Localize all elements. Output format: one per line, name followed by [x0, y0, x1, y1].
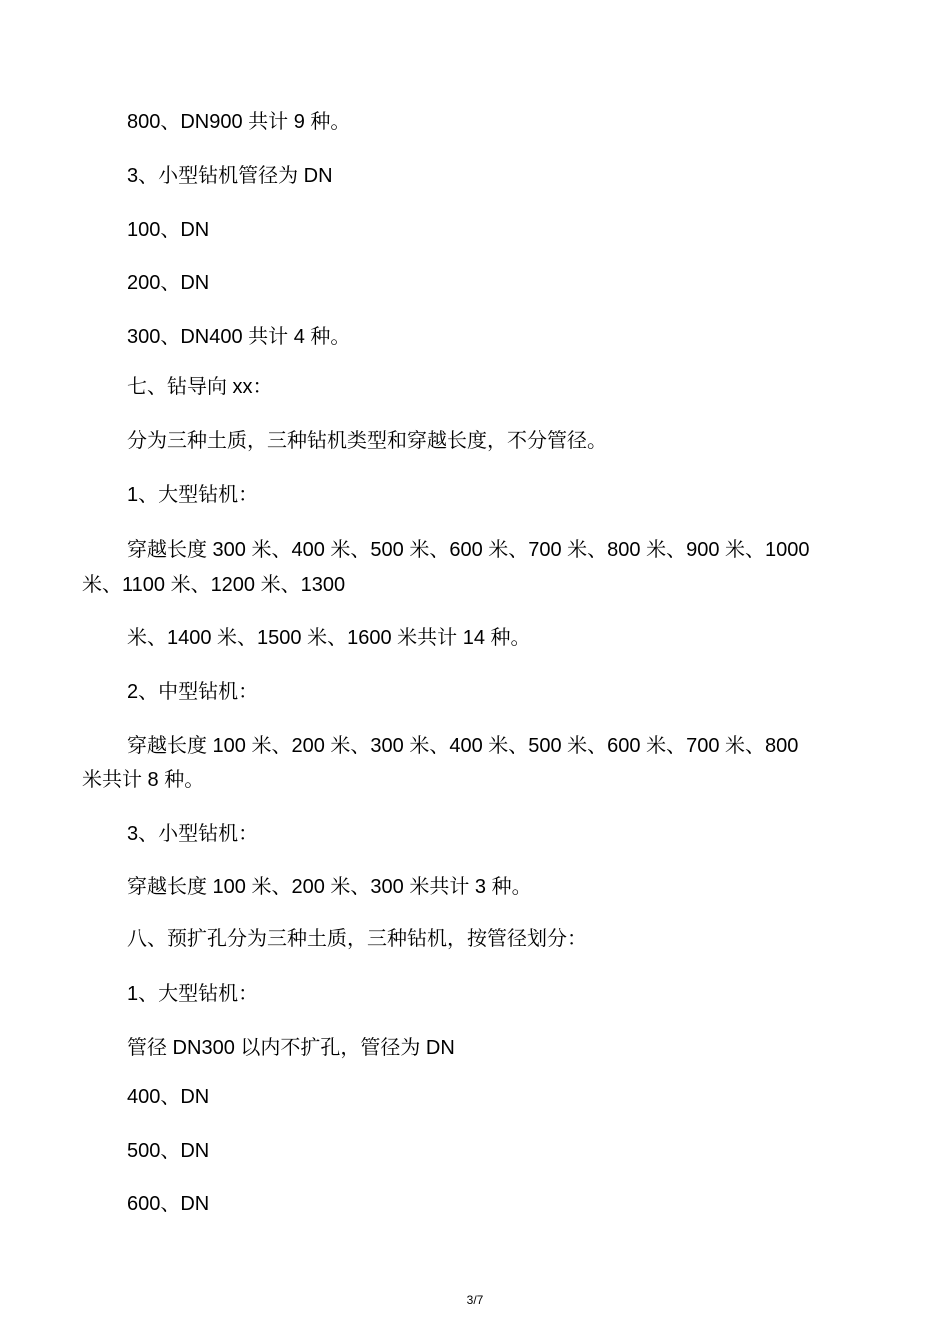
text-line: 米、1400 米、1500 米、1600 米共计 14 种。 [127, 627, 531, 649]
text-line: 500、DN [127, 1140, 210, 1162]
subsection-heading: 3、小型钻机： [127, 823, 259, 845]
text-line: 穿越长度 100 米、200 米、300 米、400 米、500 米、600 米、700 米、800 [127, 735, 799, 757]
text-line: 穿越长度 100 米、200 米、300 米共计 3 种。 [127, 876, 532, 898]
text-line: 3、小型钻机管径为 DN [127, 165, 333, 187]
text-line: 穿越长度 300 米、400 米、500 米、600 米、700 米、800 米、900 米、1000 [127, 539, 810, 561]
subsection-heading: 2、中型钻机： [127, 681, 259, 703]
text-line: 200、DN [127, 272, 210, 294]
text-line: 分为三种土质，三种钻机类型和穿越长度，不分管径。 [127, 430, 607, 452]
text-line-continuation: 米共计 8 种。 [82, 769, 205, 791]
text-line: 800、DN900 共计 9 种。 [127, 111, 351, 133]
section-heading: 八、预扩孔分为三种土质，三种钻机，按管径划分： [127, 928, 587, 950]
text-line: 600、DN [127, 1193, 210, 1215]
text-line: 管径 DN300 以内不扩孔，管径为 DN [127, 1037, 455, 1059]
text-line: 100、DN [127, 219, 210, 241]
subsection-heading: 1、大型钻机： [127, 983, 259, 1005]
text-line-continuation: 米、1100 米、1200 米、1300 [82, 574, 346, 596]
text-line: 400、DN [127, 1086, 210, 1108]
page-number: 3/7 [466, 1293, 484, 1307]
text-line: 300、DN400 共计 4 种。 [127, 326, 351, 348]
section-heading: 七、钻导向 xx： [127, 376, 273, 398]
subsection-heading: 1、大型钻机： [127, 484, 259, 506]
